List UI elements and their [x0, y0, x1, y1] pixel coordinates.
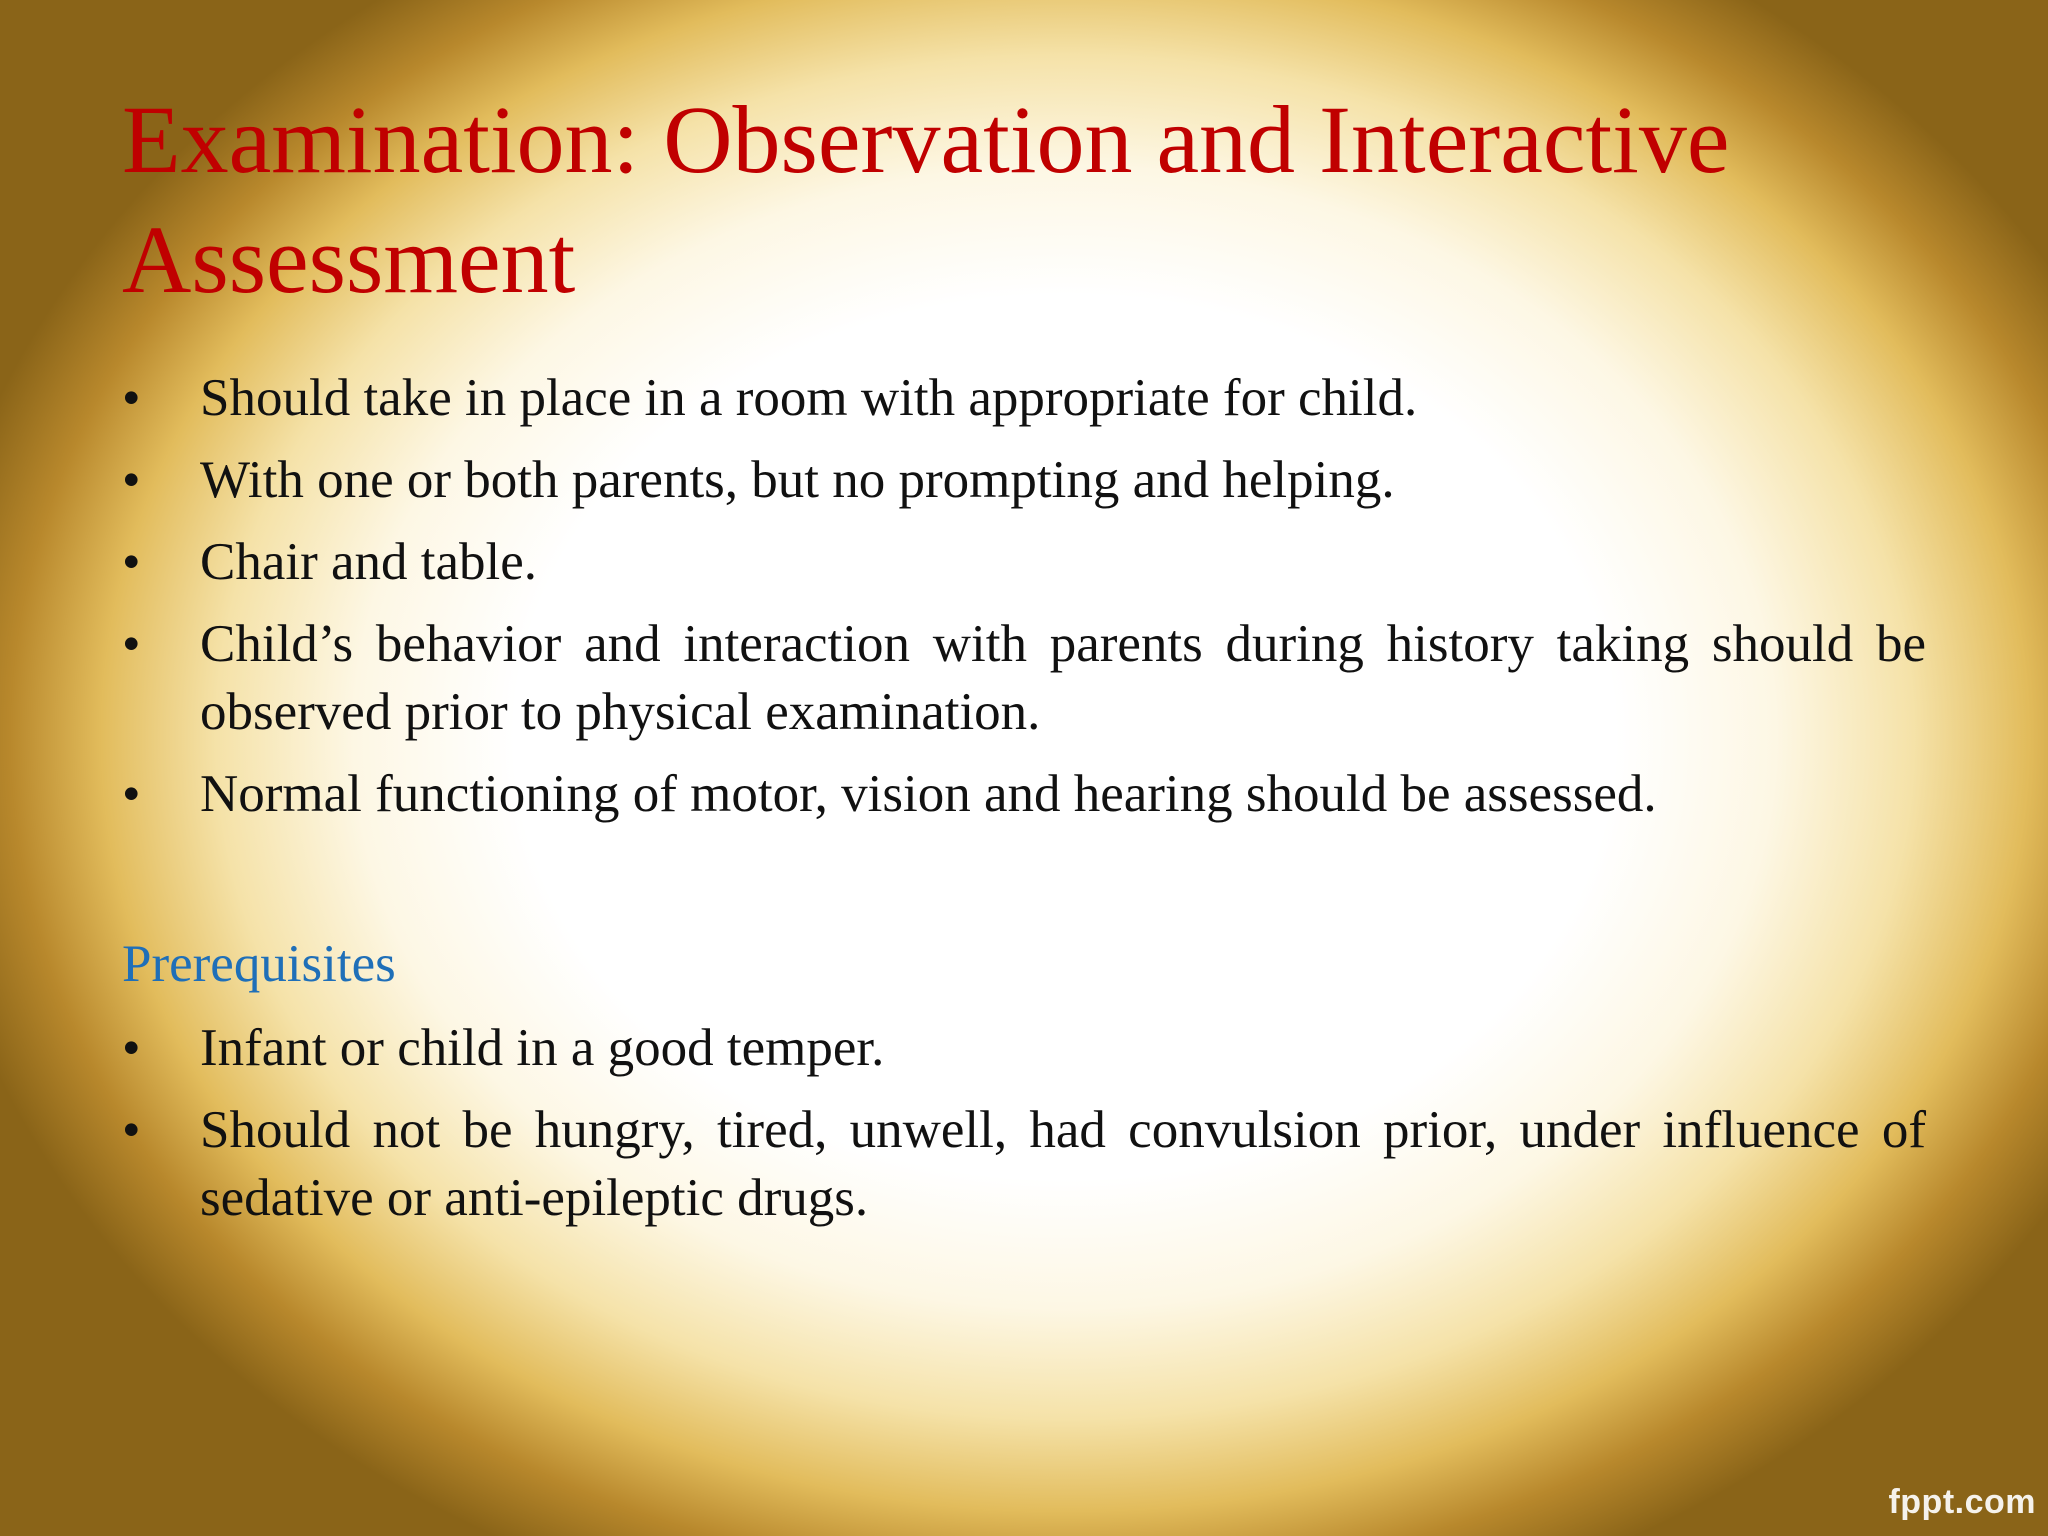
list-item-text: With one or both parents, but no prompting and helping. — [200, 451, 1395, 509]
list-item-text: Should take in place in a room with appropriate for child. — [200, 369, 1418, 427]
slide-title: Examination: Observation and Interactive Assessment — [122, 86, 1730, 313]
bullet-icon: • — [122, 765, 141, 823]
list-item-text: Should not be hungry, tired, unwell, had convulsion prior, under influence of sedative or anti-epileptic drugs. — [200, 1101, 1926, 1227]
prerequisites-list — [122, 1014, 1926, 1246]
list-item — [122, 1096, 1926, 1232]
list-item-text: Normal functioning of motor, vision and hearing should be assessed. — [200, 765, 1657, 823]
prerequisites-heading: Prerequisites — [122, 935, 396, 993]
list-item — [122, 364, 1926, 432]
list-item-text: Infant or child in a good temper. — [200, 1019, 885, 1077]
bullet-icon: • — [122, 369, 141, 427]
list-item-text: Chair and table. — [200, 533, 538, 591]
list-item — [122, 1014, 1926, 1082]
main-bullet-list — [122, 364, 1926, 842]
watermark-logo: fppt.com — [1888, 1483, 2036, 1521]
list-item — [122, 760, 1926, 828]
bullet-icon: • — [122, 1019, 141, 1077]
bullet-icon: • — [122, 615, 141, 673]
list-item — [122, 528, 1926, 596]
bullet-icon: • — [122, 1101, 141, 1159]
bullet-icon: • — [122, 451, 141, 509]
list-item — [122, 446, 1926, 514]
list-item-text: Child’s behavior and interaction with parents during history taking should be observed prior to physical examination. — [200, 615, 1926, 741]
bullet-icon: • — [122, 533, 141, 591]
list-item — [122, 610, 1926, 746]
